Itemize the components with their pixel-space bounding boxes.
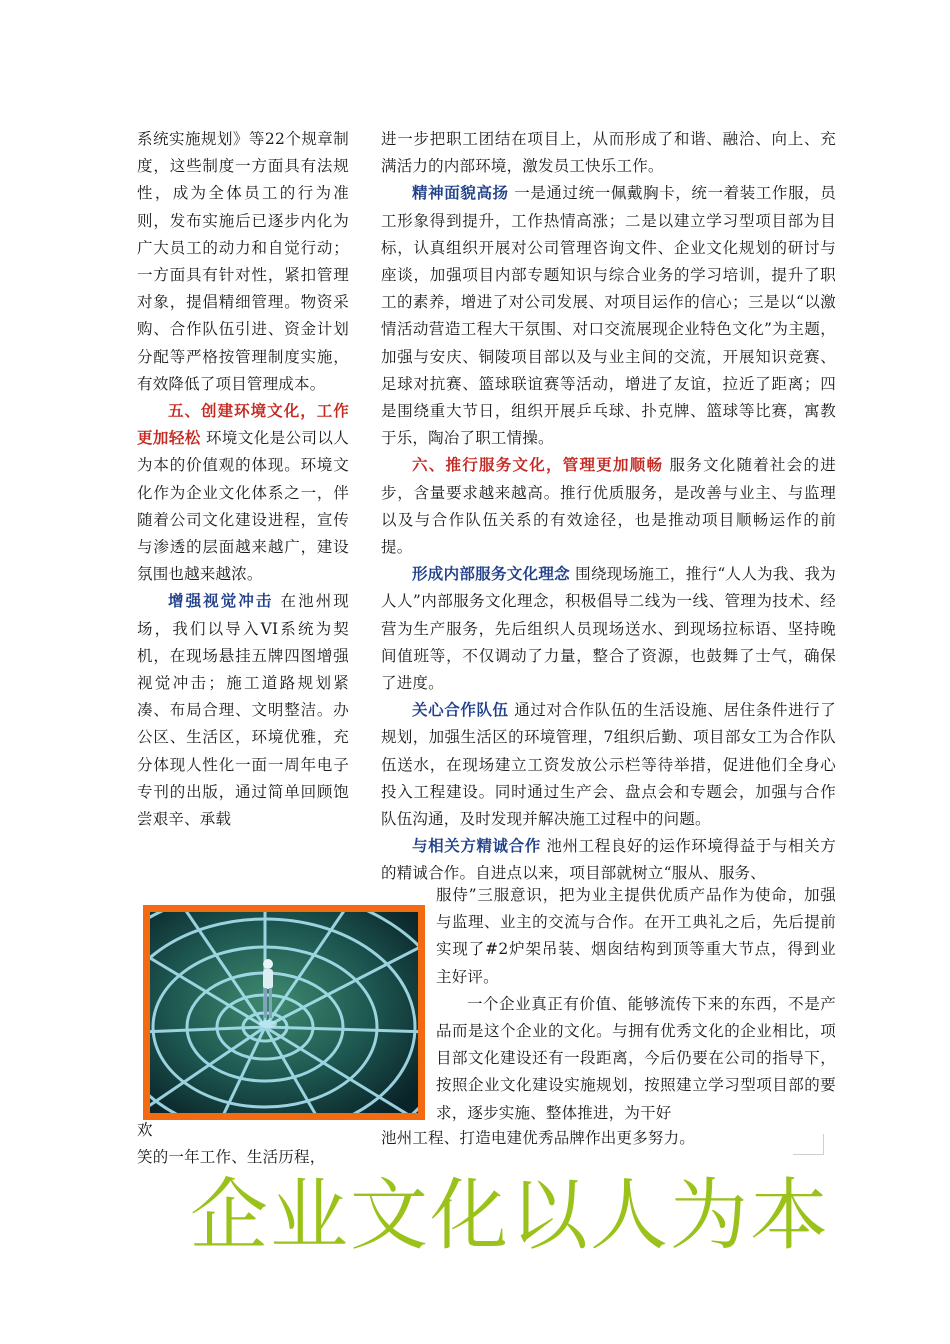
left-bottom-line-2: 笑的一年工作、生活历程， (137, 1148, 326, 1167)
spirit-text: 一是通过统一佩戴胸卡，统一着装工作服，员工形象得到提升，工作热情高涨；二是以建立学习型项目部为目标，认真组织开展对公司管理咨询文件、企业文化规划的研讨与座谈，加强项目内部专题知识与综合业务的学习培训，提升了职工的素养，增进了对公司发展、对项目运作的信心；三是以“以激情活动营造工程大干氛围、对口交流展现企业特色文化”为主题，加强与安庆、铜陵项目部以及与业主间的交流，开展知识竞赛、足球对抗赛、篮球联谊赛等活动，增进了友谊，拉近了距离；四是围绕重大节日，组织开展乒乓球、扑克牌、篮球等比赛，寓教于乐，陶冶了职工情操。 (381, 184, 836, 448)
internal-heading: 形成内部服务文化理念 (412, 565, 570, 584)
related-heading: 与相关方精诚合作 (412, 837, 541, 856)
spirit-paragraph (381, 180, 836, 452)
related-paragraph (381, 833, 836, 887)
section6-paragraph (381, 452, 836, 561)
spider-web-icon (150, 912, 418, 1113)
right-paragraph-1: 进一步把职工团结在项目上，从而形成了和谐、融洽、向上、充满活力的内部环境，激发员工快乐工作。 (381, 130, 836, 176)
section6-text: 服务文化随着社会的进步，含量要求越来越高。推行优质服务，是改善与业主、与监理以及与合作队伍关系的有效途径，也是推动项目顺畅运作的前提。 (381, 456, 836, 557)
left-paragraph-1: 系统实施规划》等22个规章制度，这些制度一方面具有法规性，成为全体员工的行为准则，发布实施后已逐步内化为广大员工的动力和自觉行动；一方面具有针对性，紧扣管理对象，提倡精细管理。物资采购、合作队伍引进、资金计划分配等严格按管理制度实施，有效降低了项目管理成本。 (137, 130, 349, 393)
related-continuation: 服侍”三服意识，把为业主提供优质产品作为使命，加强与监理、业主的交流与合作。在开工典礼之后，先后提前实现了#2炉架吊装、烟囱结构到顶等重大节点，得到业主好评。 (436, 886, 836, 986)
spirit-heading: 精神面貌高扬 (412, 184, 509, 203)
care-heading: 关心合作队伍 (412, 701, 509, 720)
internal-text: 围绕现场施工，推行“人人为我、我为人人”内部服务文化理念，积极倡导二线为一线、管理为技术、经营为生产服务，先后组织人员现场送水、到现场拉标语、坚持晚间值班等，不仅调动了力量，整合了资源，也鼓舞了士气，确保了进度。 (381, 565, 836, 693)
corner-mark (793, 1134, 824, 1155)
section5-text: 环境文化是公司以人为本的价值观的体现。环境文化作为企业文化体系之一，伴随着公司文化建设进程，宣传与渗透的层面越来越广，建设氛围也越来越浓。 (137, 429, 349, 584)
closing-paragraph: 一个企业真正有价值、能够流传下来的东西，不是产品而是这个企业的文化。与拥有优秀文化的企业相比，项目部文化建设还有一段距离，今后仍要在公司的指导下，按照企业文化建设实施规划，按照建立学习型项目部的要求，逐步实施、整体推进，为干好 (436, 994, 836, 1122)
right-end-text (381, 1125, 836, 1152)
care-paragraph (381, 697, 836, 833)
visual-text: 在池州现场，我们以导入VI系统为契机，在现场悬挂五牌四图增强视觉冲击；施工道路规划紧凑、布局合理、文明整洁。办公区、生活区，环境优雅，充分体现人性化一面一周年电子专刊的出版，通过简单回顾饱尝艰辛、承载 (137, 592, 350, 829)
closing-end-line: 池州工程、打造电建优秀品牌作出更多努力。 (381, 1129, 696, 1147)
visual-paragraph (137, 588, 349, 833)
visual-heading: 增强视觉冲击 (168, 592, 274, 611)
section6-heading: 六、推行服务文化，管理更加顺畅 (412, 456, 664, 475)
right-wrap-text (436, 882, 836, 1127)
internal-paragraph (381, 561, 836, 697)
left-column (137, 126, 349, 833)
section5-paragraph (137, 398, 349, 588)
right-column (381, 126, 836, 888)
left-bottom-text (137, 1117, 349, 1171)
section5-heading: 五、创建环境文化，工作更加轻松 (137, 402, 349, 448)
spider-web-figure-image (143, 905, 425, 1120)
care-text: 通过对合作队伍的生活设施、居住条件进行了规划，加强生活区的环境管理，7组织后勤、项目部女工为合作队伍送水，在现场建立工资发放公示栏等待举措，促进他们全身心投入工程建设。同时通过生产会、盘点会和专题会，加强与合作队伍沟通，及时发现并解决施工过程中的问题。 (381, 701, 836, 829)
banner-title: 企业文化以人为本 (190, 1171, 831, 1261)
left-bottom-line-1: 欢 (137, 1121, 153, 1139)
related-text: 池州工程良好的运作环境得益于与相关方的精诚合作。自进点以来，项目部就树立“服从、服务、 (381, 837, 836, 883)
